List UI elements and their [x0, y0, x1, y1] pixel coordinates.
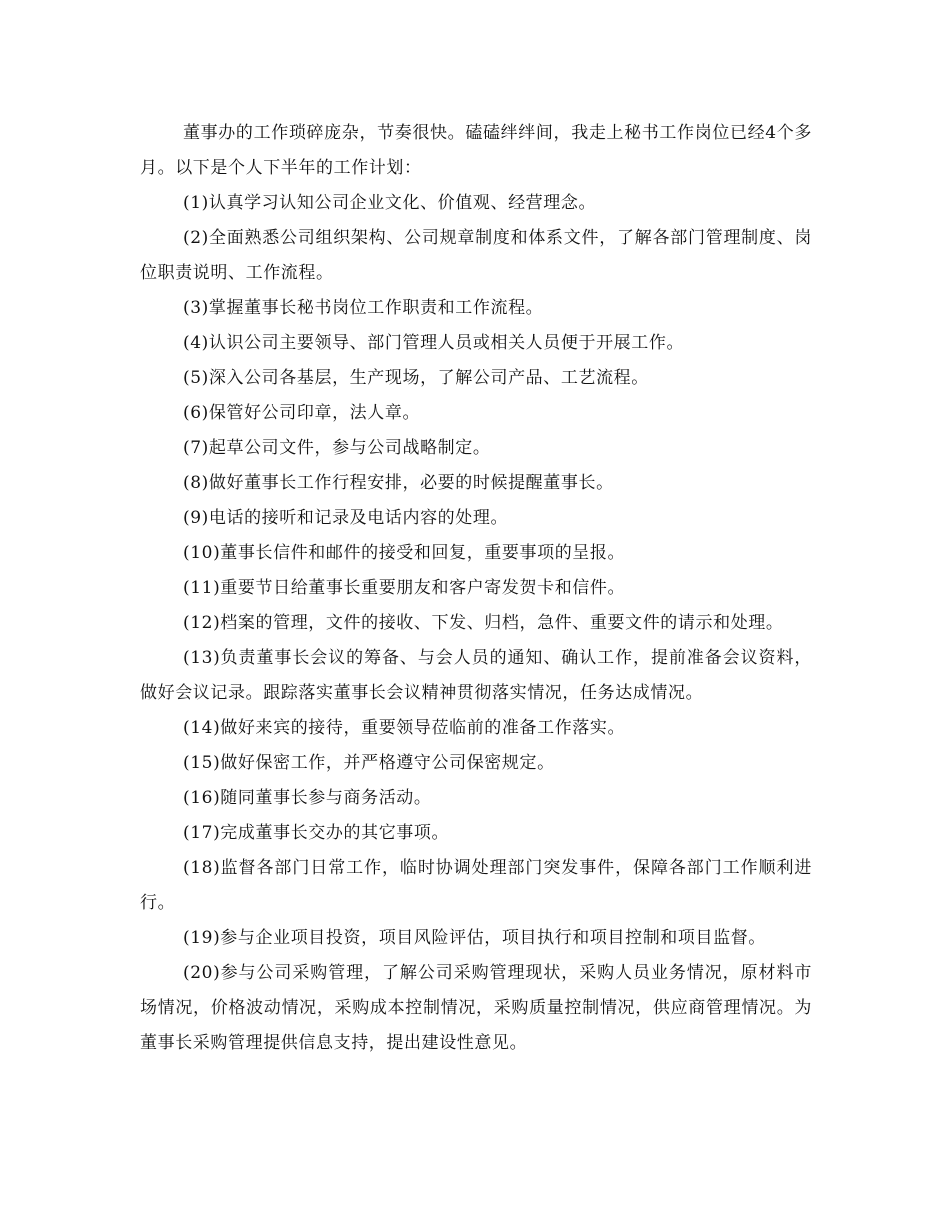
plan-item-8: (8)做好董事长工作行程安排，必要的时候提醒董事长。	[183, 473, 614, 493]
plan-item-12: (12)档案的管理，文件的接收、下发、归档，急件、重要文件的请示和处理。	[183, 613, 784, 633]
plan-item-18: (18)监督各部门日常工作，临时协调处理部门突发事件，保障各部门工作顺利进行。	[140, 858, 812, 913]
plan-item-5: (5)深入公司各基层，生产现场，了解公司产品、工艺流程。	[183, 368, 649, 388]
plan-item-6: (6)保管好公司印章，法人章。	[183, 403, 421, 423]
plan-item-15: (15)做好保密工作，并严格遵守公司保密规定。	[183, 753, 555, 773]
plan-item-20: (20)参与公司采购管理，了解公司采购管理现状，采购人员业务情况，原材料市场情况，价格波动情况，采购成本控制情况，采购质量控制情况，供应商管理情况。为董事长采购管理提供信息支持，提出建设性意见。	[140, 963, 812, 1053]
plan-item-3: (3)掌握董事长秘书岗位工作职责和工作流程。	[183, 298, 544, 318]
intro-paragraph: 董事办的工作琐碎庞杂，节奏很快。磕磕绊绊间，我走上秘书工作岗位已经4个多月。以下是个人下半年的工作计划：	[140, 123, 812, 178]
plan-item-1: (1)认真学习认知公司企业文化、价值观、经营理念。	[183, 193, 597, 213]
plan-item-13: (13)负责董事长会议的筹备、与会人员的通知、确认工作，提前准备会议资料，做好会议记录。跟踪落实董事长会议精神贯彻落实情况，任务达成情况。	[140, 648, 812, 703]
plan-item-16: (16)随同董事长参与商务活动。	[183, 788, 432, 808]
plan-item-17: (17)完成董事长交办的其它事项。	[183, 823, 450, 843]
plan-item-19: (19)参与企业项目投资，项目风险评估，项目执行和项目控制和项目监督。	[183, 928, 766, 948]
plan-item-2: (2)全面熟悉公司组织架构、公司规章制度和体系文件，了解各部门管理制度、岗位职责说明、工作流程。	[140, 228, 812, 283]
plan-item-4: (4)认识公司主要领导、部门管理人员或相关人员便于开展工作。	[183, 333, 685, 353]
plan-item-14: (14)做好来宾的接待，重要领导莅临前的准备工作落实。	[183, 718, 626, 738]
document-body	[140, 116, 812, 1061]
plan-item-10: (10)董事长信件和邮件的接受和回复，重要事项的呈报。	[183, 543, 626, 563]
plan-item-9: (9)电话的接听和记录及电话内容的处理。	[183, 508, 509, 528]
plan-item-11: (11)重要节日给董事长重要朋友和客户寄发贺卡和信件。	[183, 578, 626, 598]
plan-item-7: (7)起草公司文件，参与公司战略制定。	[183, 438, 491, 458]
